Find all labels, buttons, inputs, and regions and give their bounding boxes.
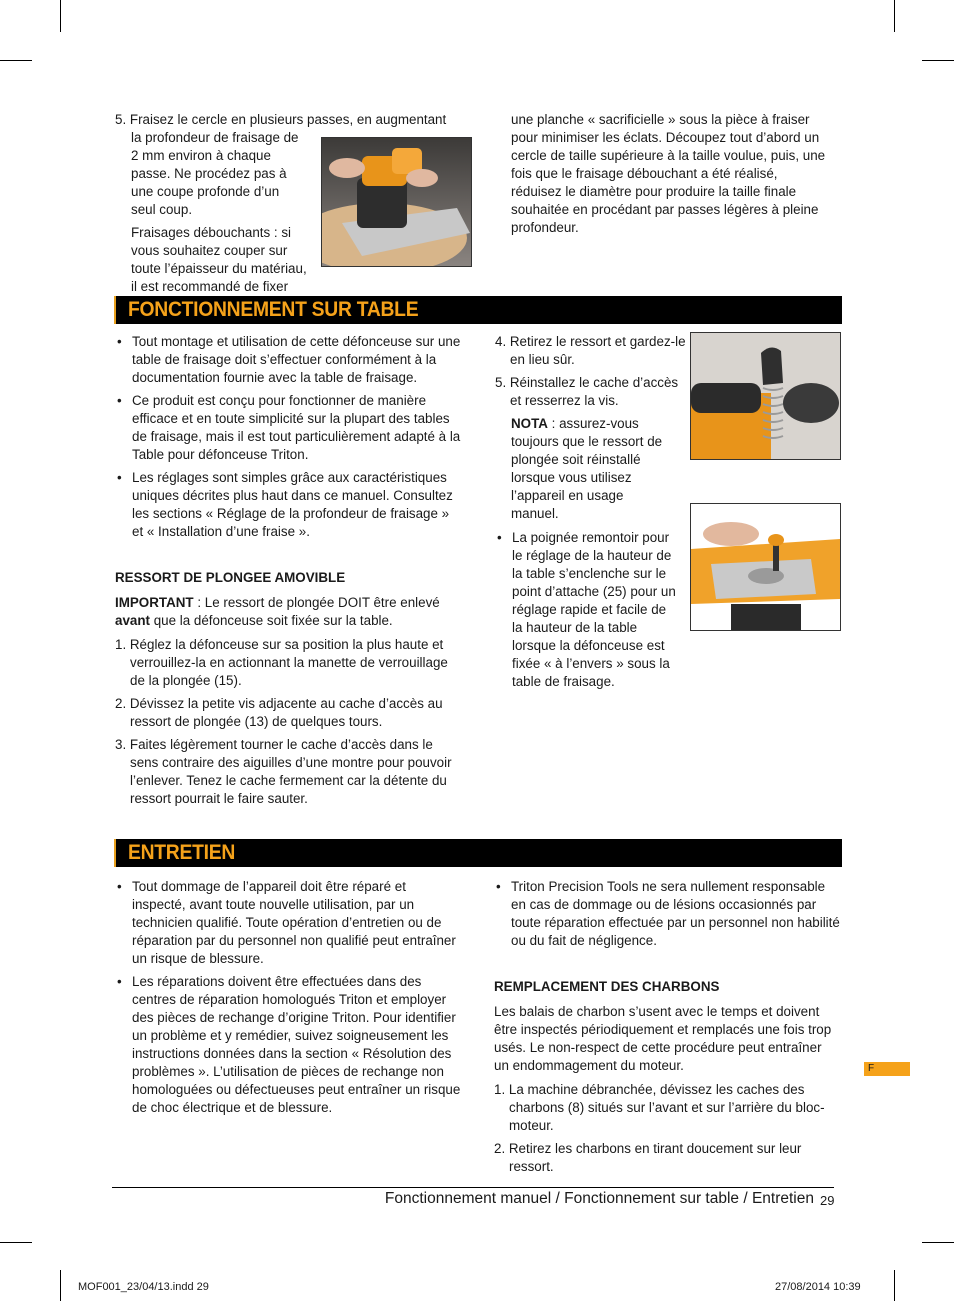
step-5: 5. Fraisez le cercle en plusieurs passes, en augmentant	[115, 112, 447, 127]
nota-text: : assurez-vous toujours que le ressort de plongée soit réinstallé lorsque vous utilisez l’appareil en usage manuel.	[511, 416, 663, 521]
crop-mark	[894, 0, 895, 32]
crop-mark	[922, 60, 954, 61]
crop-mark	[922, 1242, 954, 1243]
list-item: • La poignée remontoir pour le réglage de la hauteur de la table s’enclenche sur le point d’attache (25) pour un réglage rapide et facile de la hauteur de la table lorsque la défonceuse est fixée « à l’envers » sous la table de fraisage.	[495, 529, 680, 691]
list-item: 5. Réinstallez le cache d’accès et resserrez la vis.	[495, 375, 679, 408]
crop-mark	[60, 0, 61, 32]
section-banner-maintenance	[114, 839, 842, 867]
maintenance-right-column	[494, 878, 840, 1176]
list-item: 1. La machine débranchée, dévissez les caches des charbons (8) situés sur l’avant et sur l’arrière du bloc-moteur.	[494, 1082, 825, 1133]
list-item: • Tout montage et utilisation de cette défonceuse sur une table de fraisage doit s’effectuer conformément à la documentation fournie avec la table de fraisage.	[115, 333, 461, 387]
slug-date: 27/08/2014 10:39	[775, 1281, 861, 1293]
plunge-note: Fraisages débouchants : si vous souhaitez couper sur toute l’épaisseur du matériau, il est recommandé de fixer	[131, 225, 307, 294]
crop-mark	[0, 60, 32, 61]
important-text-1: : Le ressort de plongée DOIT être enlevé	[193, 595, 440, 610]
footer-rule	[112, 1187, 834, 1188]
list-item: 1. Réglez la défonceuse sur sa position la plus haute et verrouillez-la en actionnant la manette de verrouillage de la plongée (15).	[115, 637, 448, 688]
footer-title: Fonctionnement manuel / Fonctionnement sur table / Entretien	[384, 1190, 814, 1207]
height-winder-photo	[690, 503, 841, 631]
section-banner-table	[114, 296, 842, 324]
router-circle-jig-photo	[321, 137, 472, 267]
maintenance-left-column	[115, 878, 461, 1117]
important-bold: avant	[115, 613, 150, 628]
nota-label: NOTA	[511, 416, 548, 431]
crop-mark	[0, 1242, 32, 1243]
important-label: IMPORTANT	[115, 595, 194, 610]
list-item: • Ce produit est conçu pour fonctionner de manière efficace et en toute simplicité sur la plupart des tables de fraisage, mais il est tout particulièrement adapté à la Table pour défonceuse Triton.	[115, 392, 461, 464]
important-note	[115, 594, 461, 630]
subhead-plunge-spring: RESSORT DE PLONGEE AMOVIBLE	[115, 570, 346, 585]
top-right-column	[511, 111, 831, 237]
section-title-table: FONCTIONNEMENT SUR TABLE	[128, 298, 419, 321]
list-item: • Tout dommage de l’appareil doit être réparé et inspecté, avant toute nouvelle utilisation, par un technicien qualifié. Toute opération d’entretien ou de réparation par du personnel non qualifié peut entraîner un risque de blessure.	[115, 878, 461, 968]
important-text-2: que la défonceuse soit fixée sur la table.	[149, 613, 393, 628]
step-5-continued: la profondeur de fraisage de 2 mm environ à chaque passe. Ne procédez pas à une coupe profonde d’un seul coup.	[131, 130, 299, 217]
subhead-brushes: REMPLACEMENT DES CHARBONS	[494, 979, 720, 994]
slug-file: MOF001_23/04/13.indd 29	[78, 1281, 209, 1293]
table-left-column	[115, 333, 461, 808]
list-item: 3. Faites légèrement tourner le cache d’accès dans le sens contraire des aiguilles d’une montre pour pouvoir l’enlever. Tenez le cache fermement car la détente du ressort pourrait le faire sauter.	[115, 737, 452, 806]
list-item: 2. Retirez les charbons en tirant doucement sur leur ressort.	[494, 1141, 802, 1174]
section-title-maintenance: ENTRETIEN	[128, 841, 236, 864]
crop-mark	[60, 1270, 61, 1301]
list-item: 2. Dévissez la petite vis adjacente au cache d’accès au ressort de plongée (13) de quelques tours.	[115, 696, 443, 729]
list-item: • Triton Precision Tools ne sera nullement responsable en cas de dommage ou de lésions occasionnés par toute réparation effectuée par un personnel non habilité ou du fait de négligence.	[494, 878, 840, 950]
plunge-note-continued: une planche « sacrificielle » sous la pièce à fraiser pour minimiser les éclats. Découpez tout d’abord un cercle de taille supérieure à la taille voulue, puis, une fois que le fraisage débouchant a été réalisé, réduisez le diamètre pour produire la taille finale souhaitée en procédant par passes légères à pleine profondeur.	[511, 112, 826, 235]
list-item: • Les réglages sont simples grâce aux caractéristiques uniques décrites plus haut dans ce manuel. Consultez les sections « Réglage de la profondeur de fraisage » et « Installation d’une fraise ».	[115, 469, 461, 541]
language-tab-label: F	[868, 1063, 875, 1074]
brushes-intro: Les balais de charbon s’usent avec le temps et doivent être inspectés périodiquement et remplacés une fois trop usés. Le non-respect de cette procédure peut entraîner un endommagement du moteur.	[494, 1004, 832, 1073]
page-number: 29	[820, 1193, 835, 1208]
list-item: 4. Retirez le ressort et gardez-le en lieu sûr.	[495, 334, 686, 367]
language-tab	[864, 1062, 910, 1076]
list-item: • Les réparations doivent être effectuées dans des centres de réparation homologués Triton et employer des pièces de rechange d’origine Triton. Pour identifier un problème et y remédier, suivez soigneusement les instructions données dans la section « Résolution des problèmes ». L’utilisation de pièces de rechange non homologuées ou défectueuses peut entraîner un risque de choc électrique et de blessure.	[115, 973, 461, 1117]
crop-mark	[894, 1270, 895, 1301]
